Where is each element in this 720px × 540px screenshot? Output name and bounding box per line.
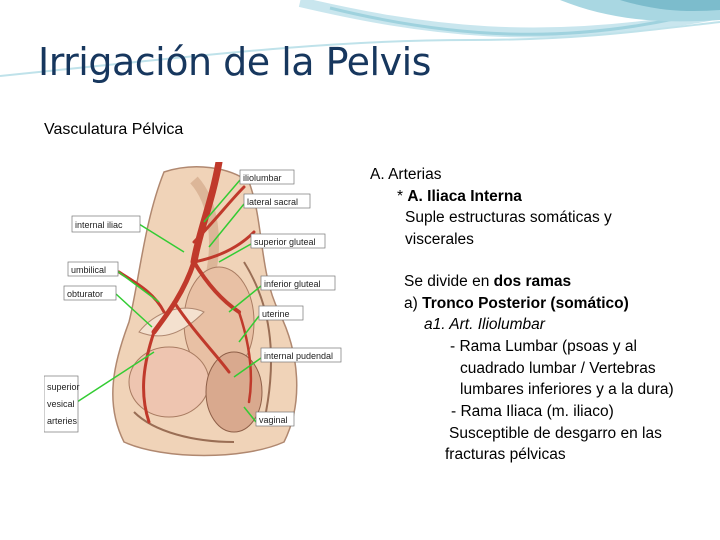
label-inferior-gluteal: inferior gluteal xyxy=(264,279,321,289)
text-suple-1: Suple estructuras somáticas y xyxy=(405,209,612,227)
text-rama-lumbar-3: lumbares inferiores y a la dura) xyxy=(460,381,674,399)
slide-title: Irrigación de la Pelvis xyxy=(38,40,431,84)
label-obturator: obturator xyxy=(67,289,104,299)
pelvic-vasculature-illustration xyxy=(44,162,344,460)
label-iliolumbar: iliolumbar xyxy=(243,173,282,183)
label-lateral-sacral: lateral sacral xyxy=(247,197,299,207)
text-iliolumbar: a1. Art. Iliolumbar xyxy=(424,316,545,334)
text-suple-2: viscerales xyxy=(405,231,474,249)
text-susceptible-2: fracturas pélvicas xyxy=(445,446,566,464)
text-rama-lumbar-2: cuadrado lumbar / Vertebras xyxy=(460,359,656,377)
label-superior-gluteal: superior gluteal xyxy=(254,237,316,247)
content-text xyxy=(370,164,715,466)
label-superior-vesical-2: vesical xyxy=(47,399,75,409)
text-susceptible-1: Susceptible de desgarro en las xyxy=(449,424,662,442)
text-rama-iliaca: - Rama Iliaca (m. iliaco) xyxy=(451,403,614,421)
text-tronco-posterior: a) Tronco Posterior (somático) xyxy=(404,294,629,312)
text-rama-lumbar-1: - Rama Lumbar (psoas y al xyxy=(450,337,637,355)
label-internal-pudendal: internal pudendal xyxy=(264,351,334,361)
text-se-divide: Se divide en dos ramas xyxy=(404,272,572,290)
label-superior-vesical-1: superior xyxy=(47,382,80,392)
label-umbilical: umbilical xyxy=(71,265,107,275)
slide-subtitle: Vasculatura Pélvica xyxy=(44,121,184,138)
text-arterias: A. Arterias xyxy=(370,166,442,183)
label-uterine: uterine xyxy=(262,309,290,319)
label-internal-iliac: internal iliac xyxy=(75,220,123,230)
label-vaginal: vaginal xyxy=(259,415,288,425)
text-iliaca-interna: * A. Iliaca Interna xyxy=(397,187,522,205)
label-superior-vesical-3: arteries xyxy=(47,416,78,426)
